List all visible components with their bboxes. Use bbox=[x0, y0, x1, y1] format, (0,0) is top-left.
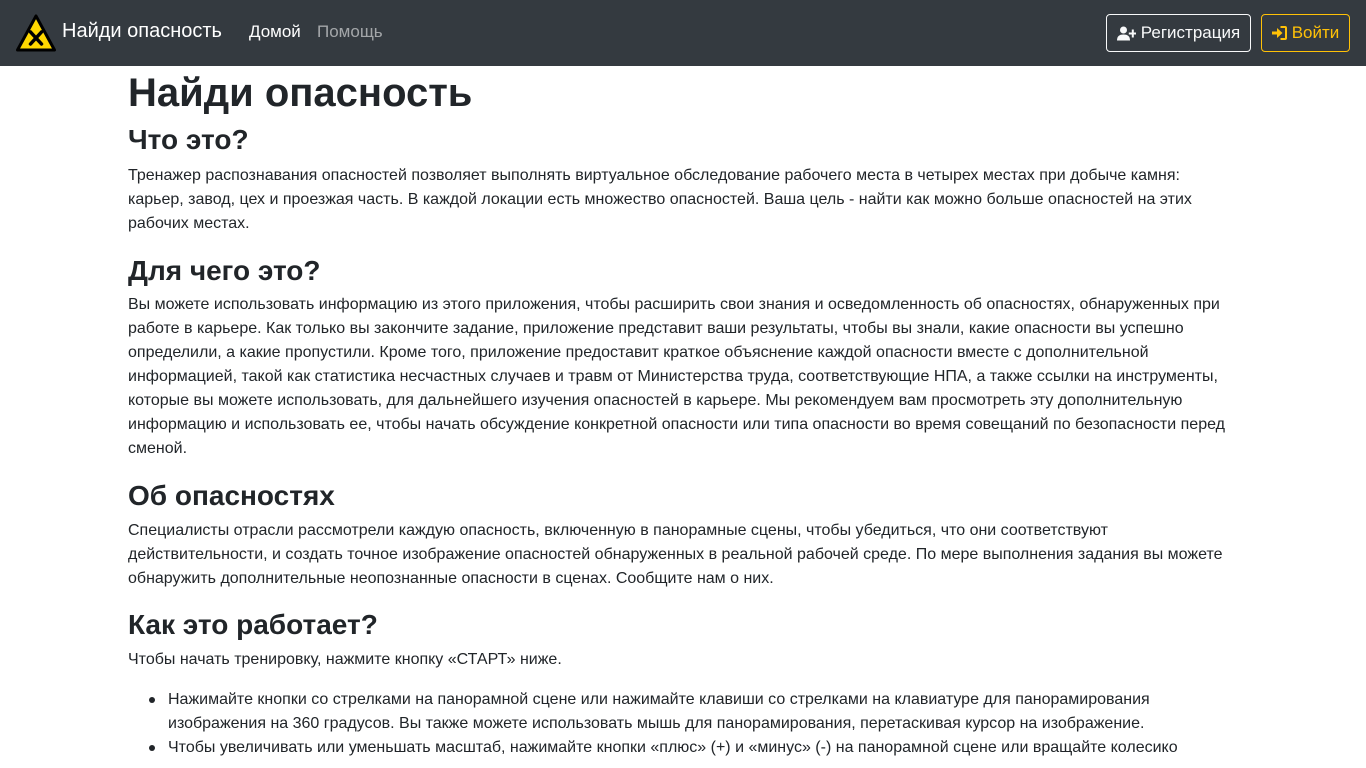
register-label: Регистрация bbox=[1140, 23, 1241, 42]
register-button[interactable] bbox=[1106, 14, 1251, 52]
section-heading-what: Что это? bbox=[128, 124, 249, 155]
login-label: Войти bbox=[1291, 23, 1340, 42]
section-heading-why: Для чего это? bbox=[128, 255, 321, 286]
user-plus-icon bbox=[1117, 26, 1136, 41]
sign-in-icon bbox=[1272, 26, 1287, 40]
section-text-how: Чтобы начать тренировку, нажмите кнопку «СТАРТ» ниже. bbox=[128, 651, 562, 668]
page-title: Найди опасность bbox=[128, 71, 473, 115]
section-text-what: Тренажер распознавания опасностей позволяет выполнять виртуальное обследование рабочего места в четырех местах при добыче камня: карьер, завод, цех и проезжая часть. В каждой локации есть множество опасностей. Ваша цель - найти как можно больше опасностей на этих рабочих местах. bbox=[128, 167, 1192, 232]
list-item bbox=[128, 736, 1228, 760]
section-heading-how: Как это работает? bbox=[128, 609, 378, 640]
nav-link-home[interactable]: Домой bbox=[249, 22, 301, 41]
list-item bbox=[128, 688, 1228, 736]
navbar bbox=[0, 0, 1366, 66]
hazard-warning-icon bbox=[16, 14, 56, 52]
nav-link-help[interactable]: Помощь bbox=[317, 22, 383, 41]
bullet bbox=[149, 745, 155, 751]
list-item-text: Чтобы увеличивать или уменьшать масштаб, нажимайте кнопки «плюс» (+) и «минус» (-) на панорамной сцене или вращайте колесико bbox=[168, 739, 1178, 756]
bullet bbox=[149, 697, 155, 703]
section-heading-hazards: Об опасностях bbox=[128, 480, 335, 511]
section-text-why: Вы можете использовать информацию из этого приложения, чтобы расширить свои знания и осведомленность об опасностях, обнаруженных при работе в карьере. Как только вы закончите задание, приложение представит ваши результаты, чтобы вы знали, какие опасности вы успешно определили, а какие пропустили. Кроме того, приложение предоставит краткое объяснение каждой опасности вместе с дополнительной информацией, такой как статистика несчастных случаев и травм от Министерства труда, соответствующие НПА, а также ссылки на инструменты, которые вы можете использовать, для дальнейшего изучения опасностей в карьере. Мы рекомендуем вам просмотреть эту дополнительную информацию и использовать ее, чтобы начать обсуждение конкретной опасности или типа опасности во время совещаний по безопасности перед сменой. bbox=[128, 296, 1225, 457]
brand-link[interactable] bbox=[16, 13, 222, 53]
instructions-list bbox=[128, 688, 1228, 760]
login-button[interactable] bbox=[1261, 14, 1350, 52]
brand-title: Найди опасность bbox=[62, 19, 222, 42]
list-item-text: Нажимайте кнопки со стрелками на панорамной сцене или нажимайте клавиши со стрелками на клавиатуре для панорамирования изображения на 360 градусов. Вы также можете использовать мышь для панорамирования, перетаскивая курсор на изображение. bbox=[168, 691, 1150, 732]
section-text-hazards: Специалисты отрасли рассмотрели каждую опасность, включенную в панорамные сцены, чтобы убедиться, что они соответствуют действительности, и создать точное изображение опасностей обнаруженных в реальной рабочей среде. По мере выполнения задания вы можете обнаружить дополнительные неопознанные опасности в сценах. Сообщите нам о них. bbox=[128, 522, 1223, 587]
